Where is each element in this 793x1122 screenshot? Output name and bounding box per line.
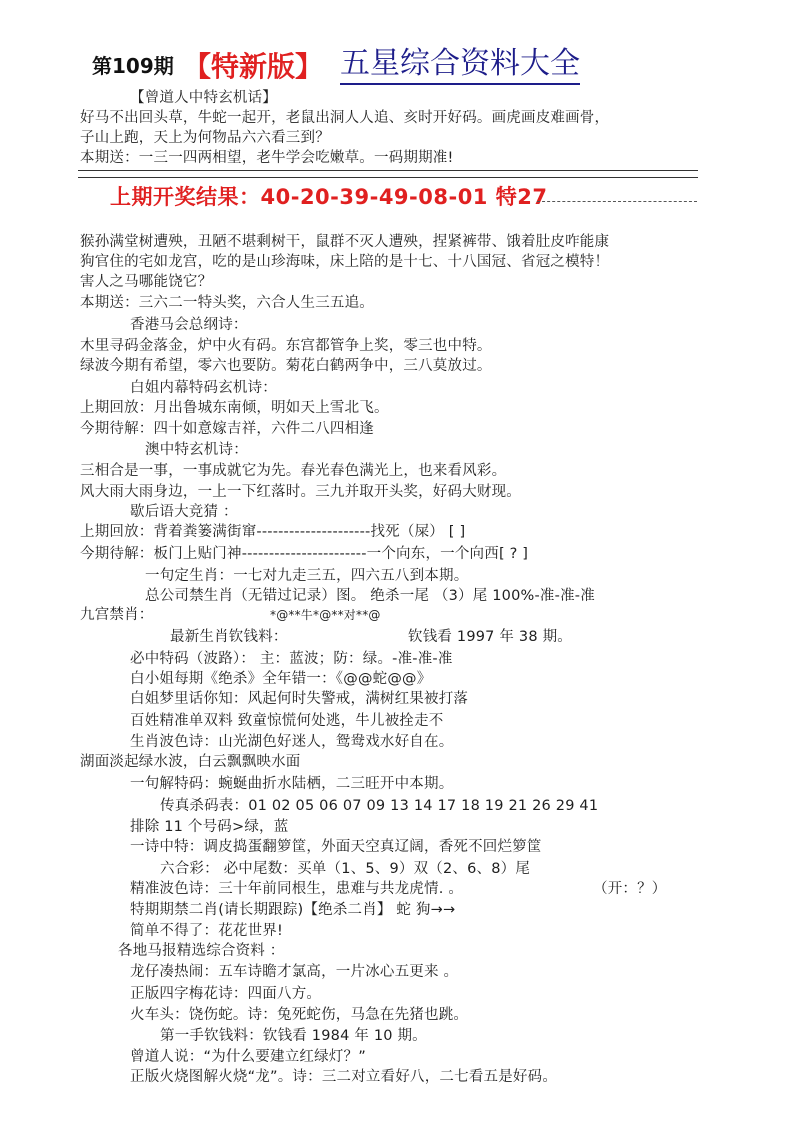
text-line: 白小姐每期《绝杀》全年错一：《@@蛇@@》 [130, 671, 432, 687]
text-line: 精准波色诗：三十年前同根生，患难与共龙虎情. 。 [130, 881, 464, 897]
issue-number: 第109期 [92, 54, 174, 78]
section-heading: 歇后语大竞猜 ： [130, 504, 238, 520]
section-heading: 香港马会总纲诗： [130, 317, 248, 333]
text-line: 生肖波色诗：山光湖色好迷人，鸳鸯戏水好自在。 [130, 734, 454, 750]
text-line: 风大雨大雨身边，一上一下红落时。三九并取开头奖，好码大财现。 [80, 484, 521, 500]
text-line: 上期回放：背着粪篓满街窜---------------------找死（屎） [ ] [80, 524, 466, 540]
text-line: 今期待解：板门上贴门神-----------------------一个向东，一个向西[ ? ] [80, 546, 529, 562]
section-heading: 【曾道人中特玄机话】 [130, 90, 277, 106]
text-line: 今期待解：四十如意嫁吉祥，六件二八四相逢 [80, 421, 374, 437]
text-line: 木里寻码金落金，炉中火有码。东宫都管争上奖，零三也中特。 [80, 338, 492, 354]
text-line: 钦钱看 1997 年 38 期。 [408, 629, 572, 645]
separator-rule [78, 170, 698, 178]
page-title: 五星综合资料大全 [340, 45, 580, 85]
text-line: 必中特码（波路）： 主：蓝波；防：绿。-准-准-准 [130, 651, 453, 667]
draw-result: 上期开奖结果：40-20-39-49-08-01 特27 [110, 185, 548, 209]
text-line: 绿波今期有希望，零六也要防。菊花白鹤两争中，三八莫放过。 [80, 358, 492, 374]
text-line: 排除 11 个号码>绿，蓝 [130, 819, 289, 835]
text-line: 一诗中特：调皮捣蛋翻箩筐，外面天空真辽阔，香死不回烂箩筐 [130, 839, 542, 855]
text-line: 最新生肖钦钱料： [170, 629, 288, 645]
text-line: 传真杀码表：01 02 05 06 07 09 13 14 17 18 19 21 26 29 41 [160, 798, 599, 814]
text-line: 一句解特码：蜿蜒曲折水陆栖，二三旺开中本期。 [130, 776, 454, 792]
text-line: 好马不出回头草，牛蛇一起开，老鼠出洞人人追、亥时开好码。画虎画皮难画骨， [80, 110, 610, 126]
text-line: 本期送：三六二一特头奖，六合人生三五追。 [80, 295, 374, 311]
text-line: 一句定生肖：一七对九走三五，四六五八到本期。 [145, 568, 469, 584]
section-heading: 澳中特玄机诗： [145, 442, 248, 458]
text-line: 本期送：一三一四两相望，老牛学会吃嫩草。一码期期准! [80, 150, 454, 166]
text-line: 三相合是一事，一事成就它为先。春光春色满光上，也来看风彩。 [80, 463, 507, 479]
text-line: 曾道人说：“为什么要建立红绿灯？” [130, 1049, 366, 1065]
text-line: 九宫禁肖： [80, 607, 154, 623]
text-line: 百姓精准单双料 致童惊慌何处逃，牛儿被拴走不 [130, 713, 444, 729]
text-line: 狗官住的宅如龙宫，吃的是山珍海味，床上陪的是十七、十八国冠、省冠之模特！ [80, 254, 610, 270]
text-line: 正版火烧图解火烧“龙”。诗：三二对立看好八，二七看五是好码。 [130, 1069, 558, 1085]
text-line: 害人之马哪能饶它？ [80, 274, 213, 290]
text-line: 第一手钦钱料：钦钱看 1984 年 10 期。 [160, 1028, 427, 1044]
text-line: 白姐梦里话你知：风起何时失警戒，满树红果被打落 [130, 691, 469, 707]
text-line: 正版四字梅花诗：四面八方。 [130, 986, 322, 1002]
text-line: 简单不得了：花花世界! [130, 923, 284, 939]
section-heading: 白姐内幕特码玄机诗： [130, 380, 277, 396]
text-line: 龙仔凑热闹：五车诗瞻才氯高，一片冰心五更来 。 [130, 964, 459, 980]
text-line: 湖面淡起绿水波，白云飘飘映水面 [80, 754, 301, 770]
result-underline [537, 189, 697, 202]
text-line: 总公司禁生肖（无错过记录）图。 绝杀一尾 （3）尾 100%-准-准-准 [145, 588, 595, 604]
masked-zodiac: *@**牛*@**对**@ [270, 608, 381, 622]
section-heading: 各地马报精选综合资料 ： [118, 943, 285, 959]
text-line: 特期期禁二肖(请长期跟踪)【绝杀二肖】 蛇 狗→→ [130, 902, 456, 918]
text-line: （开：？） [593, 881, 667, 897]
text-line: 六合彩： 必中尾数：买单（1、5、9）双（2、6、8）尾 [160, 861, 531, 877]
edition-tag: 【特新版】 [183, 50, 324, 83]
text-line: 上期回放：月出鲁城东南倾，明如天上雪北飞。 [80, 400, 389, 416]
text-line: 猴孙满堂树遭殃，丑陋不堪剩树干，鼠群不灭人遭殃，捏紧裤带、饿着肚皮咋能康 [80, 234, 610, 250]
text-line: 火车头：饶伤蛇。诗：兔死蛇伤，马急在先猪也跳。 [130, 1007, 469, 1023]
text-line: 子山上跑，天上为何物品六六看三到？ [80, 130, 330, 146]
